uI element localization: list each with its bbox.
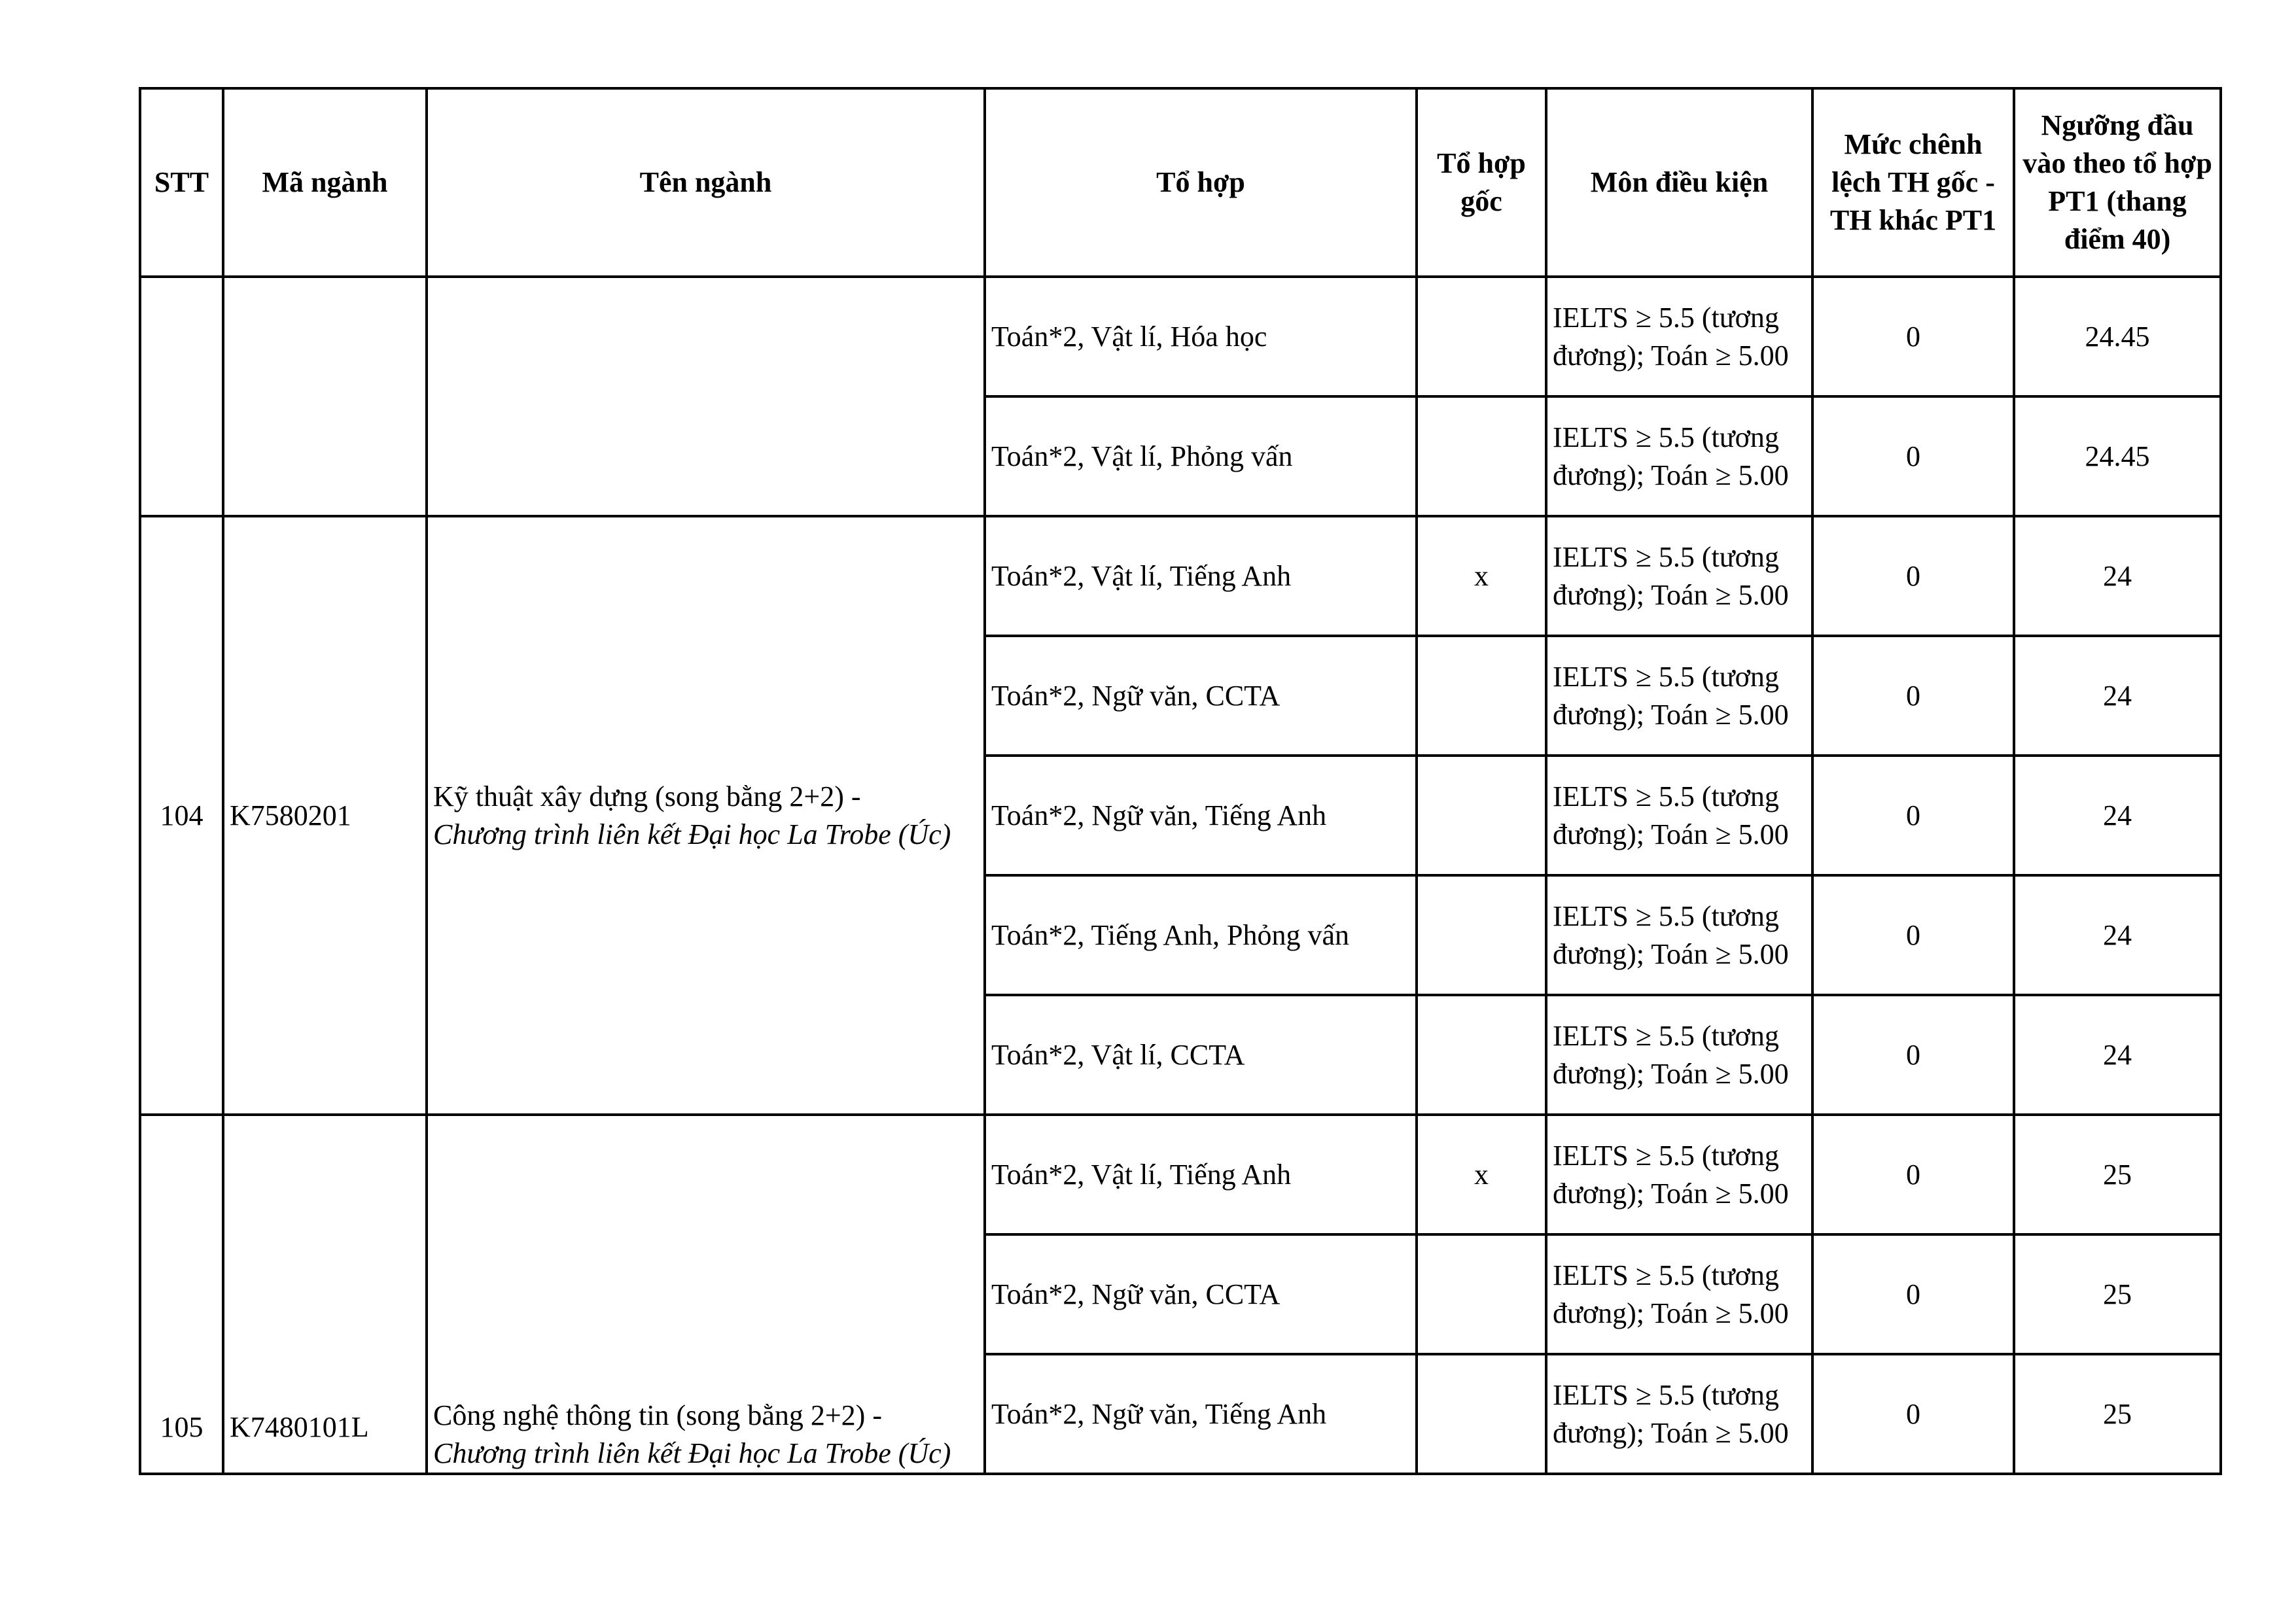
mon-dieu-kien-cell: IELTS ≥ 5.5 (tương đương); Toán ≥ 5.00 <box>1546 1234 1812 1354</box>
chenh-lech-cell: 0 <box>1812 1354 2014 1474</box>
nguong-cell: 24 <box>2014 636 2221 756</box>
chenh-lech-cell: 0 <box>1812 995 2014 1115</box>
chenh-lech-cell: 0 <box>1812 875 2014 995</box>
ma-nganh-cell <box>223 277 427 516</box>
nguong-cell: 24.45 <box>2014 396 2221 516</box>
table-row <box>140 1115 2221 1234</box>
nguong-cell: 25 <box>2014 1115 2221 1234</box>
nguong-cell: 24 <box>2014 756 2221 875</box>
to-hop-goc-cell <box>1417 875 1546 995</box>
nguong-cell: 24 <box>2014 516 2221 636</box>
to-hop-cell: Toán*2, Ngữ văn, CCTA <box>985 1234 1417 1354</box>
to-hop-goc-cell <box>1417 636 1546 756</box>
mon-dieu-kien-cell: IELTS ≥ 5.5 (tương đương); Toán ≥ 5.00 <box>1546 1115 1812 1234</box>
to-hop-goc-cell <box>1417 756 1546 875</box>
table-row <box>140 516 2221 636</box>
header-ma-nganh: Mã ngành <box>223 88 427 277</box>
mon-dieu-kien-cell: IELTS ≥ 5.5 (tương đương); Toán ≥ 5.00 <box>1546 756 1812 875</box>
mon-dieu-kien-cell: IELTS ≥ 5.5 (tương đương); Toán ≥ 5.00 <box>1546 277 1812 396</box>
ten-nganh-cell <box>427 1115 985 1474</box>
mon-dieu-kien-cell: IELTS ≥ 5.5 (tương đương); Toán ≥ 5.00 <box>1546 396 1812 516</box>
to-hop-cell: Toán*2, Vật lí, Hóa học <box>985 277 1417 396</box>
ten-nganh-cell <box>427 516 985 1115</box>
ten-nganh-cell <box>427 277 985 516</box>
mon-dieu-kien-cell: IELTS ≥ 5.5 (tương đương); Toán ≥ 5.00 <box>1546 516 1812 636</box>
ten-nganh-sub: Chương trình liên kết Đại học La Trobe (Úc) <box>433 1437 951 1469</box>
to-hop-goc-cell: x <box>1417 516 1546 636</box>
ten-nganh-main: Công nghệ thông tin (song bằng 2+2) - <box>433 1399 882 1431</box>
chenh-lech-cell: 0 <box>1812 516 2014 636</box>
stt-cell <box>140 277 223 516</box>
mon-dieu-kien-cell: IELTS ≥ 5.5 (tương đương); Toán ≥ 5.00 <box>1546 636 1812 756</box>
to-hop-cell: Toán*2, Vật lí, Tiếng Anh <box>985 1115 1417 1234</box>
nguong-cell: 24.45 <box>2014 277 2221 396</box>
header-stt: STT <box>140 88 223 277</box>
to-hop-goc-cell <box>1417 1354 1546 1474</box>
chenh-lech-cell: 0 <box>1812 636 2014 756</box>
nguong-cell: 25 <box>2014 1234 2221 1354</box>
to-hop-cell: Toán*2, Ngữ văn, Tiếng Anh <box>985 756 1417 875</box>
mon-dieu-kien-cell: IELTS ≥ 5.5 (tương đương); Toán ≥ 5.00 <box>1546 875 1812 995</box>
ma-nganh-cell: K7580201 <box>223 516 427 1115</box>
nguong-cell: 25 <box>2014 1354 2221 1474</box>
header-to-hop: Tổ hợp <box>985 88 1417 277</box>
to-hop-goc-cell <box>1417 396 1546 516</box>
to-hop-goc-cell <box>1417 995 1546 1115</box>
to-hop-cell: Toán*2, Ngữ văn, Tiếng Anh <box>985 1354 1417 1474</box>
to-hop-cell: Toán*2, Vật lí, Phỏng vấn <box>985 396 1417 516</box>
header-nguong-dau-vao: Ngưỡng đầu vào theo tổ hợp PT1 (thang điểm 40) <box>2014 88 2221 277</box>
table-row <box>140 277 2221 396</box>
ten-nganh-main: Kỹ thuật xây dựng (song bằng 2+2) - <box>433 780 861 812</box>
header-row <box>140 88 2221 277</box>
ten-nganh-sub: Chương trình liên kết Đại học La Trobe (Úc) <box>433 818 951 850</box>
chenh-lech-cell: 0 <box>1812 396 2014 516</box>
to-hop-cell: Toán*2, Tiếng Anh, Phỏng vấn <box>985 875 1417 995</box>
to-hop-goc-cell <box>1417 1234 1546 1354</box>
stt-cell: 105 <box>140 1115 223 1474</box>
header-to-hop-goc: Tổ hợp gốc <box>1417 88 1546 277</box>
to-hop-goc-cell <box>1417 277 1546 396</box>
admission-table <box>139 87 2222 1475</box>
to-hop-cell: Toán*2, Ngữ văn, CCTA <box>985 636 1417 756</box>
chenh-lech-cell: 0 <box>1812 277 2014 396</box>
chenh-lech-cell: 0 <box>1812 756 2014 875</box>
nguong-cell: 24 <box>2014 875 2221 995</box>
mon-dieu-kien-cell: IELTS ≥ 5.5 (tương đương); Toán ≥ 5.00 <box>1546 1354 1812 1474</box>
stt-cell: 104 <box>140 516 223 1115</box>
to-hop-cell: Toán*2, Vật lí, CCTA <box>985 995 1417 1115</box>
chenh-lech-cell: 0 <box>1812 1234 2014 1354</box>
nguong-cell: 24 <box>2014 995 2221 1115</box>
header-ten-nganh: Tên ngành <box>427 88 985 277</box>
ma-nganh-cell: K7480101L <box>223 1115 427 1474</box>
mon-dieu-kien-cell: IELTS ≥ 5.5 (tương đương); Toán ≥ 5.00 <box>1546 995 1812 1115</box>
header-muc-chenh-lech: Mức chênh lệch TH gốc - TH khác PT1 <box>1812 88 2014 277</box>
to-hop-goc-cell: x <box>1417 1115 1546 1234</box>
header-mon-dieu-kien: Môn điều kiện <box>1546 88 1812 277</box>
to-hop-cell: Toán*2, Vật lí, Tiếng Anh <box>985 516 1417 636</box>
chenh-lech-cell: 0 <box>1812 1115 2014 1234</box>
